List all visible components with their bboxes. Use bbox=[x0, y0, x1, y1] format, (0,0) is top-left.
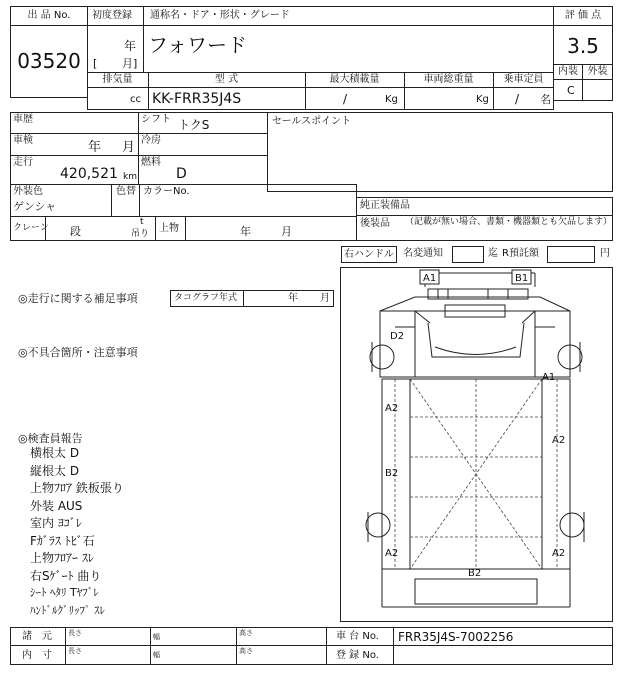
mileage-row bbox=[10, 155, 268, 185]
name-change-sep: 迄 bbox=[488, 248, 498, 259]
chassis-value: FRR35J4S-7002256 bbox=[398, 630, 514, 644]
max-load-label: 最大積載量 bbox=[329, 74, 380, 85]
damage-mark: A2 bbox=[552, 548, 566, 559]
reg-month-open: [ bbox=[93, 57, 98, 70]
damage-mark: A1 bbox=[423, 273, 437, 284]
mileage-unit: km bbox=[123, 172, 137, 182]
divider bbox=[150, 627, 151, 665]
reg-no-label: 登 録 No. bbox=[336, 650, 379, 661]
tachograph-year: 年 bbox=[288, 293, 298, 304]
damage-mark: A2 bbox=[385, 403, 399, 414]
interior-grade-cell bbox=[553, 79, 583, 101]
capacity-unit: 名 bbox=[540, 93, 551, 106]
crane-stage: 段 bbox=[70, 225, 81, 238]
inspector-line: ﾊﾝﾄﾞﾙｸﾞﾘｯﾌﾟ ｽﾚ bbox=[30, 603, 105, 617]
divider bbox=[243, 290, 244, 307]
damage-mark: B2 bbox=[385, 468, 399, 479]
aftermarket-note: （記載が無い場合、書類・機器類とも欠品します） bbox=[405, 217, 613, 227]
gross-weight-unit: Kg bbox=[476, 94, 489, 105]
inspection-row bbox=[10, 133, 268, 156]
r-fee-box bbox=[547, 246, 595, 263]
lot-label: 出 品 No. bbox=[27, 10, 71, 21]
reg-year-label: 年 bbox=[124, 39, 137, 53]
interior-label-cell bbox=[553, 64, 583, 80]
name-change-box bbox=[452, 246, 484, 263]
history-row bbox=[10, 112, 268, 134]
divider bbox=[185, 216, 186, 241]
r-fee-label: R預託額 bbox=[502, 248, 539, 259]
inspector-label: ◎検査員報告 bbox=[18, 432, 83, 445]
model-value: KK-FRR35J4S bbox=[152, 91, 242, 107]
exterior-label-cell bbox=[582, 64, 613, 80]
reg-month-label: 月] bbox=[122, 57, 138, 70]
inspector-line: 上物ﾌﾛｱｰ ｽﾚ bbox=[30, 551, 94, 565]
exterior-label: 外装 bbox=[587, 66, 608, 77]
ext-color-label: 外装色 bbox=[13, 186, 43, 197]
shoyo-label: 諸 元 bbox=[22, 631, 52, 642]
inspector-line: 外装 AUS bbox=[30, 498, 83, 513]
panel-grid bbox=[395, 379, 557, 569]
damage-mark: D2 bbox=[390, 331, 405, 342]
upper-year: 年 bbox=[240, 225, 251, 238]
steering-cell bbox=[341, 246, 397, 263]
inspector-line: 室内 ﾖｺﾞﾚ bbox=[30, 516, 82, 530]
crane-hang: 吊り bbox=[131, 229, 150, 239]
displacement-unit: cc bbox=[130, 94, 141, 105]
inspection-label: 車検 bbox=[13, 135, 33, 146]
divider bbox=[143, 25, 144, 73]
length-label-2: 長さ bbox=[68, 647, 82, 655]
color-code-label: カラーNo. bbox=[143, 186, 190, 197]
footer-row-2 bbox=[10, 645, 613, 665]
divider bbox=[393, 627, 394, 665]
fuel-value: D bbox=[176, 166, 187, 182]
name-change-label: 名変通知 bbox=[403, 248, 443, 259]
rating-cell bbox=[553, 25, 613, 65]
capacity-value: / bbox=[515, 92, 520, 106]
damage-marks bbox=[385, 270, 565, 579]
first-reg-label: 初度登録 bbox=[92, 10, 132, 21]
inspector-line: 横根太 D bbox=[30, 446, 80, 460]
damage-mark: B1 bbox=[515, 273, 529, 284]
history-label: 車歴 bbox=[13, 114, 33, 125]
crane-t: t bbox=[140, 217, 144, 227]
driving-label: ◎走行に関する補足事項 bbox=[18, 292, 138, 305]
yen-label: 円 bbox=[600, 248, 610, 259]
sales-point-box bbox=[267, 112, 613, 192]
interior-label: 内装 bbox=[558, 66, 578, 77]
mileage-value: 420,521 bbox=[60, 166, 118, 182]
color-change-label: 色替 bbox=[116, 186, 136, 197]
max-load-unit: Kg bbox=[385, 94, 398, 105]
inspector-line: 縦根太 D bbox=[30, 463, 80, 478]
inspector-line: ｼｰﾄ ﾍﾀﾘ Tﾔﾌﾞﾚ bbox=[30, 586, 99, 599]
footer-row-1 bbox=[10, 627, 613, 646]
mileage-label: 走行 bbox=[13, 157, 33, 168]
damage-mark: B2 bbox=[468, 568, 482, 579]
naisun-label: 内 寸 bbox=[22, 650, 52, 661]
fuel-label: 燃料 bbox=[141, 157, 161, 168]
defects-label: ◎不具合箇所・注意事項 bbox=[18, 346, 138, 359]
shift-label: シフト bbox=[141, 114, 171, 125]
lot-label-cell bbox=[10, 6, 88, 26]
lot-number-cell bbox=[10, 25, 88, 98]
exterior-grade-cell bbox=[582, 79, 613, 101]
divider bbox=[326, 627, 327, 665]
aftermarket-label: 後装品 bbox=[360, 218, 390, 229]
width-label: 幅 bbox=[153, 633, 160, 641]
tachograph-label: タコグラフ年式 bbox=[174, 293, 238, 303]
crane-row bbox=[10, 216, 357, 241]
genuine-label: 純正装備品 bbox=[360, 200, 410, 211]
truck-damage-diagram bbox=[340, 267, 613, 622]
inspector-line: Fｶﾞﾗｽ ﾄﾋﾞ石 bbox=[30, 533, 95, 548]
inspector-notes bbox=[30, 446, 124, 621]
ac-label: 冷房 bbox=[141, 135, 161, 146]
width-label-2: 幅 bbox=[153, 651, 160, 659]
rating-label: 評 価 点 bbox=[564, 10, 602, 21]
capacity-label: 乗車定員 bbox=[503, 74, 544, 85]
displacement-label: 排気量 bbox=[102, 74, 133, 85]
inspection-month: 月 bbox=[122, 140, 136, 155]
crane-label: クレーン bbox=[13, 223, 49, 233]
steering-value: 右ハンドル bbox=[344, 249, 394, 260]
rating-label-cell bbox=[553, 6, 613, 26]
height-label-2: 高さ bbox=[239, 647, 253, 655]
exterior-grade bbox=[583, 80, 612, 84]
inspection-year: 年 bbox=[88, 140, 102, 155]
divider bbox=[155, 216, 156, 241]
name-header: 通称名・ドア・形状・グレード bbox=[150, 10, 290, 21]
inspector-line: 上物ﾌﾛｱ 鉄板張り bbox=[30, 481, 124, 495]
divider bbox=[236, 627, 237, 665]
height-label: 高さ bbox=[239, 629, 253, 637]
divider bbox=[65, 627, 66, 665]
interior-grade: C bbox=[567, 84, 575, 97]
max-load-value: / bbox=[343, 92, 348, 106]
divider bbox=[138, 112, 139, 185]
damage-mark: A1 bbox=[542, 372, 556, 383]
tachograph-month: 月 bbox=[320, 293, 330, 304]
lot-number: 03520 bbox=[17, 49, 81, 73]
damage-mark: A2 bbox=[385, 548, 399, 559]
length-label: 長さ bbox=[68, 629, 82, 637]
divider bbox=[143, 6, 144, 26]
ext-color-value: ゲンシャ bbox=[13, 200, 57, 213]
shift-value: トクS bbox=[178, 118, 210, 132]
inspector-line: 右Sｹﾞｰﾄ 曲り bbox=[30, 568, 102, 583]
upper-label: 上物 bbox=[159, 223, 179, 234]
gross-weight-label: 車両総重量 bbox=[423, 74, 474, 85]
model-label: 型 式 bbox=[214, 74, 239, 85]
upper-month: 月 bbox=[281, 225, 292, 238]
rating-value: 3.5 bbox=[567, 34, 599, 58]
car-name: フォワード bbox=[148, 33, 247, 57]
chassis-label: 車 台 No. bbox=[336, 631, 379, 642]
sales-point-label: セールスポイント bbox=[272, 116, 352, 127]
damage-mark: A2 bbox=[552, 435, 566, 446]
